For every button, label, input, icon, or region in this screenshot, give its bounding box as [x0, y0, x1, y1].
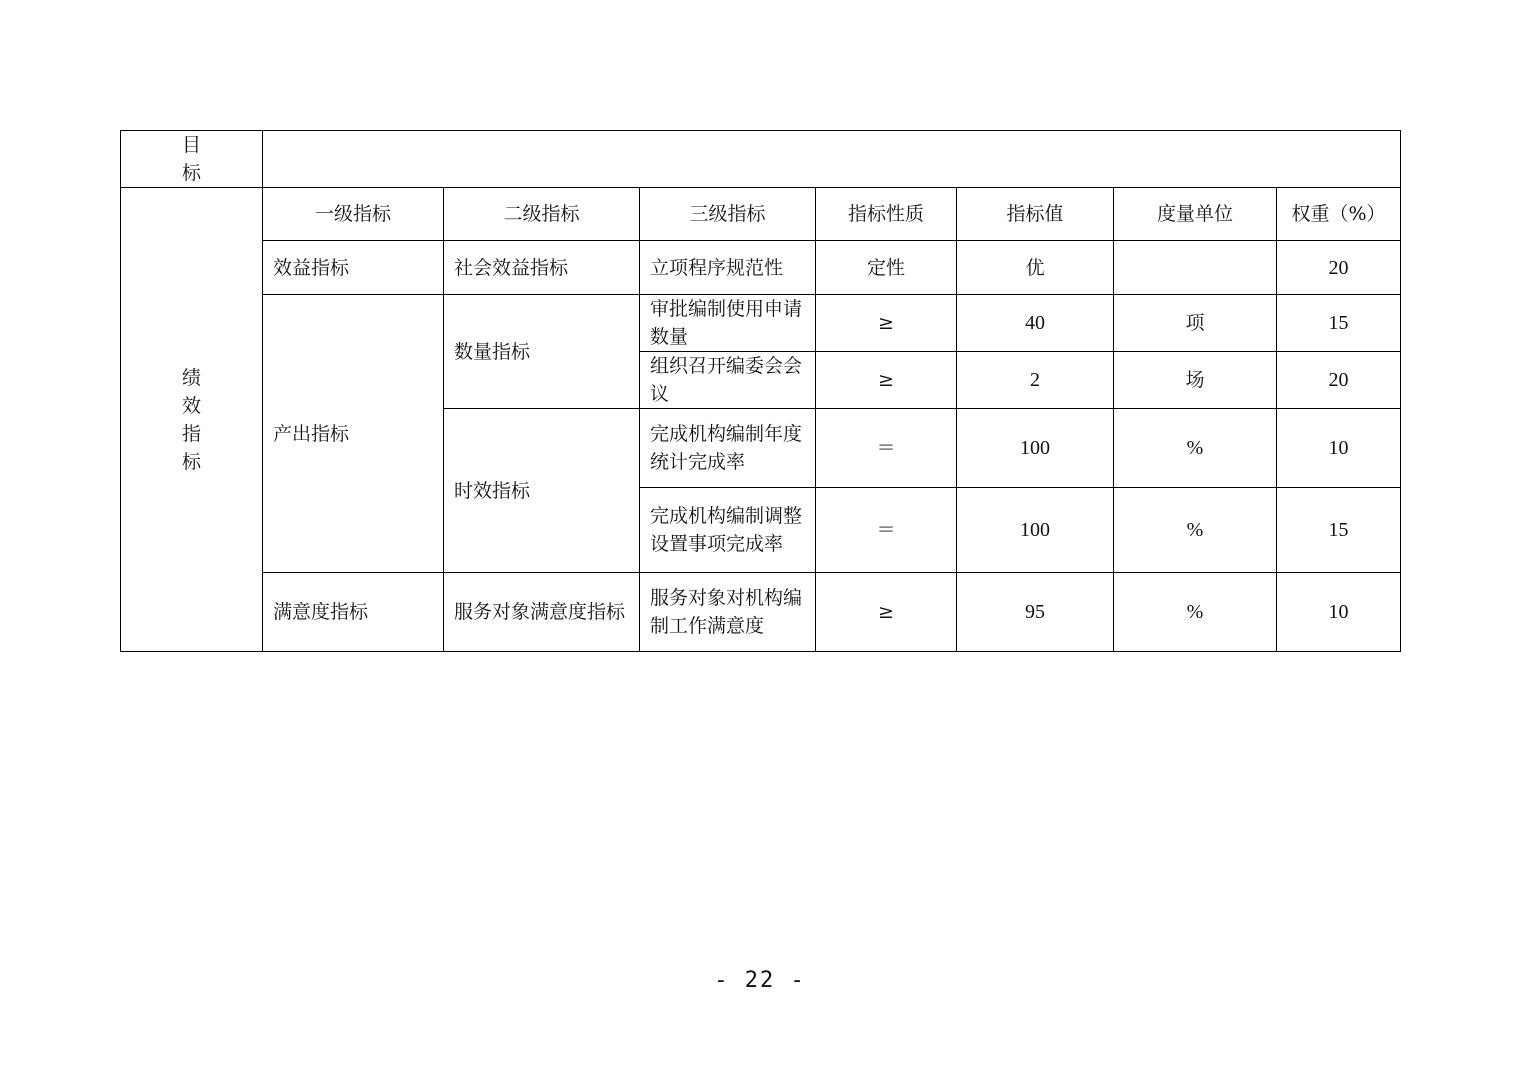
- header-value: 指标值: [957, 188, 1114, 241]
- header-level2: 二级指标: [444, 188, 640, 241]
- level1-cell: 效益指标: [263, 241, 444, 295]
- header-level1: 一级指标: [263, 188, 444, 241]
- nature-cell: ＝: [816, 488, 957, 573]
- table-row: [121, 295, 1401, 352]
- level2-cell: 数量指标: [444, 295, 640, 409]
- unit-cell: %: [1114, 409, 1277, 488]
- unit-cell: %: [1114, 573, 1277, 652]
- value-cell: 95: [957, 573, 1114, 652]
- level2-cell: 时效指标: [444, 409, 640, 573]
- weight-cell: 15: [1277, 295, 1401, 352]
- unit-cell: 场: [1114, 352, 1277, 409]
- table-row: [121, 241, 1401, 295]
- nature-cell: ≥: [816, 573, 957, 652]
- performance-indicator-label: 绩 效 指 标: [121, 188, 263, 652]
- value-cell: 2: [957, 352, 1114, 409]
- level3-cell: 审批编制使用申请数量: [640, 295, 816, 352]
- header-weight: 权重（%）: [1277, 188, 1401, 241]
- nature-cell: 定性: [816, 241, 957, 295]
- nature-cell: ≥: [816, 295, 957, 352]
- goal-label: 目 标: [121, 131, 263, 188]
- goal-row: [121, 131, 1401, 188]
- header-unit: 度量单位: [1114, 188, 1277, 241]
- nature-cell: ＝: [816, 409, 957, 488]
- level3-cell: 完成机构编制年度统计完成率: [640, 409, 816, 488]
- value-cell: 40: [957, 295, 1114, 352]
- page-number: - 22 -: [714, 968, 806, 993]
- level2-cell: 社会效益指标: [444, 241, 640, 295]
- nature-cell: ≥: [816, 352, 957, 409]
- level2-cell: 服务对象满意度指标: [444, 573, 640, 652]
- level3-cell: 立项程序规范性: [640, 241, 816, 295]
- header-row: [121, 188, 1401, 241]
- header-nature: 指标性质: [816, 188, 957, 241]
- header-level3: 三级指标: [640, 188, 816, 241]
- level3-cell: 服务对象对机构编制工作满意度: [640, 573, 816, 652]
- level3-cell: 完成机构编制调整设置事项完成率: [640, 488, 816, 573]
- weight-cell: 15: [1277, 488, 1401, 573]
- unit-cell: 项: [1114, 295, 1277, 352]
- performance-table: [120, 130, 1401, 652]
- weight-cell: 20: [1277, 352, 1401, 409]
- weight-cell: 20: [1277, 241, 1401, 295]
- table-row: [121, 573, 1401, 652]
- value-cell: 100: [957, 409, 1114, 488]
- unit-cell: %: [1114, 488, 1277, 573]
- goal-content: [263, 131, 1401, 188]
- weight-cell: 10: [1277, 573, 1401, 652]
- value-cell: 优: [957, 241, 1114, 295]
- level3-cell: 组织召开编委会会议: [640, 352, 816, 409]
- level1-cell: 产出指标: [263, 295, 444, 573]
- level1-cell: 满意度指标: [263, 573, 444, 652]
- weight-cell: 10: [1277, 409, 1401, 488]
- value-cell: 100: [957, 488, 1114, 573]
- unit-cell: [1114, 241, 1277, 295]
